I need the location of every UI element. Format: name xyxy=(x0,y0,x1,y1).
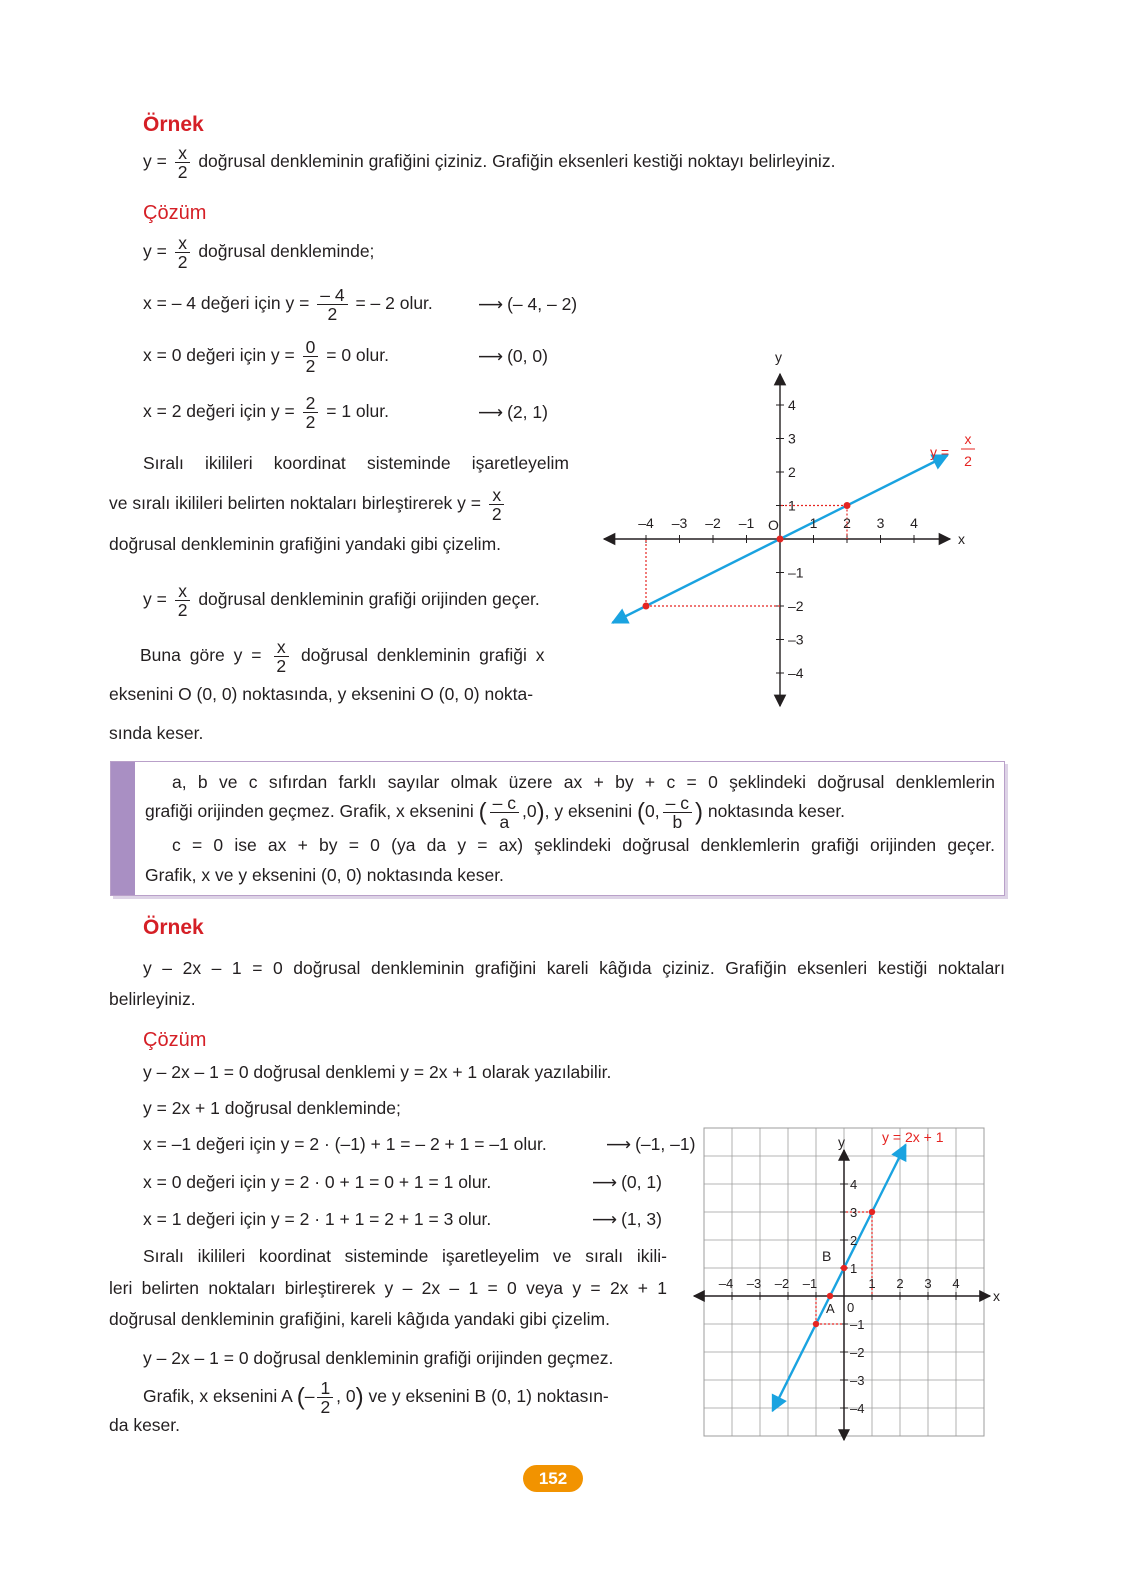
fraction xyxy=(663,794,692,831)
paragraph-line xyxy=(140,633,544,677)
arrow-right-icon: ⟶ xyxy=(592,1209,618,1229)
paragraph-line xyxy=(143,577,540,621)
ordered-pair xyxy=(478,293,577,315)
x-tick-label: 1 xyxy=(809,515,818,531)
fraction xyxy=(317,1379,333,1416)
x-axis-label: x xyxy=(958,531,965,547)
y-tick-label: 4 xyxy=(850,1177,858,1192)
data-point xyxy=(643,603,650,610)
value-row: x = –1 değeri için y = 2 · (–1) + 1 = – 2 + 1 = –1 olur. xyxy=(143,1134,547,1154)
row-text: x = 0 değeri için y = xyxy=(143,345,295,365)
x-tick-label: 2 xyxy=(896,1276,904,1291)
solution-line: y – 2x – 1 = 0 doğrusal denklemi y = 2x + 1 olarak yazılabilir. xyxy=(143,1062,612,1082)
data-point xyxy=(813,1321,819,1327)
denominator: 2 xyxy=(177,251,188,272)
paragraph-line: eksenini O (0, 0) noktasında, y eksenini O (0, 0) nokta- xyxy=(109,684,534,704)
row-text: x = – 4 değeri için y = xyxy=(143,293,310,313)
arrow-right-icon: ⟶ xyxy=(478,402,504,422)
denominator: 2 xyxy=(491,503,502,524)
solution-line xyxy=(143,229,374,273)
paren-close: ) xyxy=(536,798,545,826)
arrow-right-icon: ⟶ xyxy=(606,1134,632,1154)
ordered-pair xyxy=(592,1171,662,1193)
paragraph-line: leri belirten noktaları birleştirerek y – 2x – 1 = 0 veya y = 2x + 1 xyxy=(109,1278,667,1298)
graph-y-equals-x-over-2 xyxy=(590,340,990,720)
data-point xyxy=(844,502,851,509)
x-tick-label: 2 xyxy=(843,515,851,531)
pair-text: (– 4, – 2) xyxy=(507,294,578,314)
x-tick-label: 3 xyxy=(924,1276,932,1291)
row-result: = – 2 olur. xyxy=(355,293,433,313)
x-tick-label: 4 xyxy=(952,1276,960,1291)
info-box-bar xyxy=(111,762,135,895)
y-tick-label: –4 xyxy=(850,1401,865,1416)
denominator: a xyxy=(499,812,510,832)
paren-open: ( xyxy=(478,798,487,826)
x-tick-label: –2 xyxy=(774,1276,790,1291)
y-tick-label: 2 xyxy=(850,1233,858,1248)
paragraph-line: doğrusal denkleminin grafiğini yandaki gibi çizelim. xyxy=(109,534,502,554)
solution-text: doğrusal denkleminde; xyxy=(198,241,375,261)
x-tick-label: –1 xyxy=(738,515,755,531)
row-result: = 0 olur. xyxy=(326,345,389,365)
pair-text: (1, 3) xyxy=(621,1209,662,1229)
frac-head: 0, xyxy=(645,801,660,822)
fraction xyxy=(303,394,319,431)
info-line: c = 0 ise ax + by = 0 (ya da y = ax) şeklindeki doğrusal denklemlerin grafiği orijinden geçer. xyxy=(172,835,995,855)
x-tick-label: –4 xyxy=(718,1276,734,1291)
example-heading: Örnek xyxy=(143,113,204,136)
data-point xyxy=(869,1209,875,1215)
ordered-pair xyxy=(592,1208,662,1230)
denominator: b xyxy=(672,812,683,832)
data-point xyxy=(841,1265,847,1271)
y-tick-label: 4 xyxy=(788,397,796,413)
paragraph-text: ve y eksenini B (0, 1) noktasın- xyxy=(368,1386,609,1406)
paragraph-line: Sıralı ikilileri koordinat sisteminde işaretleyelim ve sıralı ikili- xyxy=(143,1246,667,1266)
fraction xyxy=(490,794,519,831)
numerator: 0 xyxy=(303,338,319,357)
y-axis-label: y xyxy=(838,1134,845,1150)
x-tick-label: –1 xyxy=(802,1276,818,1291)
paragraph-line: doğrusal denkleminin grafiğini, kareli kâğıda yandaki gibi çizelim. xyxy=(109,1309,610,1329)
origin-label: 0 xyxy=(847,1300,855,1315)
pair-text: (2, 1) xyxy=(507,402,548,422)
y-tick-label: –2 xyxy=(788,598,804,614)
value-row: x = 0 değeri için y = 2 · 0 + 1 = 0 + 1 = 1 olur. xyxy=(143,1172,492,1192)
frac-tail: ,0 xyxy=(522,801,537,822)
paragraph-line xyxy=(109,481,508,525)
numerator: x xyxy=(175,234,190,253)
value-row xyxy=(143,389,389,433)
denominator: 2 xyxy=(327,303,338,324)
labels xyxy=(638,349,975,681)
value-row xyxy=(143,281,433,325)
question-text: doğrusal denkleminin grafiğini çiziniz. Grafiğin eksenleri kestiği noktayı belirleyiniz. xyxy=(198,151,836,171)
x-tick-label: 1 xyxy=(868,1276,876,1291)
x-tick-label: –3 xyxy=(746,1276,762,1291)
info-line: Grafik, x ve y eksenini (0, 0) noktasında keser. xyxy=(145,865,504,885)
y-tick-label: –1 xyxy=(788,564,804,581)
paragraph-text: Buna göre y = xyxy=(140,645,262,665)
x-tick-label: –4 xyxy=(638,515,654,531)
info-text: , y eksenini xyxy=(544,801,633,822)
denominator: 2 xyxy=(320,1396,331,1417)
row-result: = 1 olur. xyxy=(326,401,389,421)
example-heading: Örnek xyxy=(143,916,204,939)
paragraph-line: Sıralı ikilileri koordinat sisteminde işaretleyelim xyxy=(143,453,569,473)
paren-close: ) xyxy=(355,1383,364,1411)
paragraph-line xyxy=(143,1376,609,1417)
y-tick-label: 3 xyxy=(788,430,796,447)
data-point xyxy=(827,1293,833,1299)
data-point xyxy=(777,536,784,543)
fraction xyxy=(273,638,289,675)
y-tick-label: 1 xyxy=(788,497,796,514)
graph-y-equals-2x-plus-1 xyxy=(690,1120,1010,1445)
y-tick-label: 1 xyxy=(850,1261,858,1276)
paragraph-text: Grafik, x eksenini A xyxy=(143,1386,292,1406)
x-tick-label: –3 xyxy=(671,515,688,531)
numerator: x xyxy=(175,582,190,601)
value-row: x = 1 değeri için y = 2 · 1 + 1 = 2 + 1 = 3 olur. xyxy=(143,1209,492,1229)
paragraph-text: doğrusal denkleminin grafiği orijinden geçer. xyxy=(198,589,540,609)
y-tick-label: –3 xyxy=(850,1373,865,1388)
example-question xyxy=(143,139,835,183)
point-b-label: B xyxy=(822,1248,832,1264)
value-row xyxy=(143,333,389,377)
paragraph-text: doğrusal denkleminin grafiği x xyxy=(300,645,545,665)
frac-tail: , 0 xyxy=(336,1386,356,1406)
ordered-pair xyxy=(478,401,548,423)
line-label-denominator: 2 xyxy=(964,453,972,469)
eq-lhs: y = xyxy=(143,589,167,609)
numerator: – c xyxy=(663,794,692,813)
fraction xyxy=(489,486,505,523)
arrow-right-icon: ⟶ xyxy=(592,1172,618,1192)
arrow-right-icon: ⟶ xyxy=(478,346,504,366)
axes xyxy=(694,1150,990,1440)
paragraph-line: y – 2x – 1 = 0 doğrusal denkleminin grafiği orijinden geçmez. xyxy=(143,1348,614,1368)
example-question: y – 2x – 1 = 0 doğrusal denkleminin grafiğini kareli kâğıda çiziniz. Grafiğin eksenleri kestiği noktaları xyxy=(143,958,1005,978)
info-text: noktasında keser. xyxy=(707,801,846,822)
y-tick-label: 2 xyxy=(788,464,796,480)
numerator: 2 xyxy=(303,394,319,413)
paren-open: ( xyxy=(637,798,646,826)
line-label: y = 2x + 1 xyxy=(882,1129,944,1145)
y-tick-label: –3 xyxy=(788,631,804,648)
numerator: x xyxy=(489,486,504,505)
numerator: 1 xyxy=(317,1379,333,1398)
point-a-label: A xyxy=(826,1301,835,1316)
x-tick-label: 3 xyxy=(876,515,885,531)
paren-close: ) xyxy=(695,798,703,826)
y-tick-label: 3 xyxy=(850,1205,858,1220)
numerator: – 4 xyxy=(317,286,347,305)
line-y-2x-plus-1 xyxy=(773,1145,906,1411)
ordered-pair xyxy=(478,345,548,367)
line-label: y = xyxy=(930,444,950,460)
labels xyxy=(719,1129,1000,1416)
paren-open: ( xyxy=(296,1383,305,1411)
page-number: 152 xyxy=(523,1465,583,1492)
numerator: – c xyxy=(490,794,519,813)
origin-label: O xyxy=(768,517,779,533)
eq-lhs: y = xyxy=(143,151,167,171)
paragraph-text: ve sıralı ikilileri belirten noktaları birleştirerek y = xyxy=(109,493,482,513)
ordered-pair xyxy=(606,1133,695,1155)
numerator: x xyxy=(274,638,289,657)
pair-text: (–1, –1) xyxy=(635,1134,696,1154)
pair-text: (0, 1) xyxy=(621,1172,662,1192)
denominator: 2 xyxy=(177,599,188,620)
fraction xyxy=(175,234,191,271)
x-tick-label: –2 xyxy=(705,515,721,531)
info-text: grafiği orijinden geçmez. Grafik, x eksenini xyxy=(145,801,474,822)
y-tick-label: –4 xyxy=(788,665,804,681)
example-question: belirleyiniz. xyxy=(109,989,196,1009)
denominator: 2 xyxy=(177,161,188,182)
fraction xyxy=(303,338,319,375)
x-tick-label: 4 xyxy=(910,515,918,531)
eq-lhs: y = xyxy=(143,241,167,261)
solution-heading: Çözüm xyxy=(143,1029,207,1051)
y-axis-label: y xyxy=(775,349,782,365)
numerator: x xyxy=(175,144,190,163)
fraction xyxy=(175,144,191,181)
info-line xyxy=(145,794,845,831)
info-line: a, b ve c sıfırdan farklı sayılar olmak üzere ax + by + c = 0 şeklindeki doğrusal denklemlerin xyxy=(172,772,995,792)
x-axis-label: x xyxy=(993,1288,1000,1304)
denominator: 2 xyxy=(305,355,316,376)
denominator: 2 xyxy=(305,411,316,432)
frac-sign: – xyxy=(304,1386,315,1406)
fraction xyxy=(317,286,347,323)
fraction xyxy=(175,582,191,619)
arrow-right-icon: ⟶ xyxy=(478,294,504,314)
graph-line xyxy=(773,1145,906,1411)
paragraph-line: da keser. xyxy=(109,1415,181,1435)
y-tick-label: –2 xyxy=(850,1345,865,1360)
pair-text: (0, 0) xyxy=(507,346,548,366)
solution-heading: Çözüm xyxy=(143,202,207,224)
denominator: 2 xyxy=(276,655,287,676)
solution-line: y = 2x + 1 doğrusal denkleminde; xyxy=(143,1098,401,1118)
row-text: x = 2 değeri için y = xyxy=(143,401,295,421)
line-label-numerator: x xyxy=(964,431,972,447)
paragraph-line: sında keser. xyxy=(109,723,204,743)
y-tick-label: –1 xyxy=(850,1317,865,1332)
